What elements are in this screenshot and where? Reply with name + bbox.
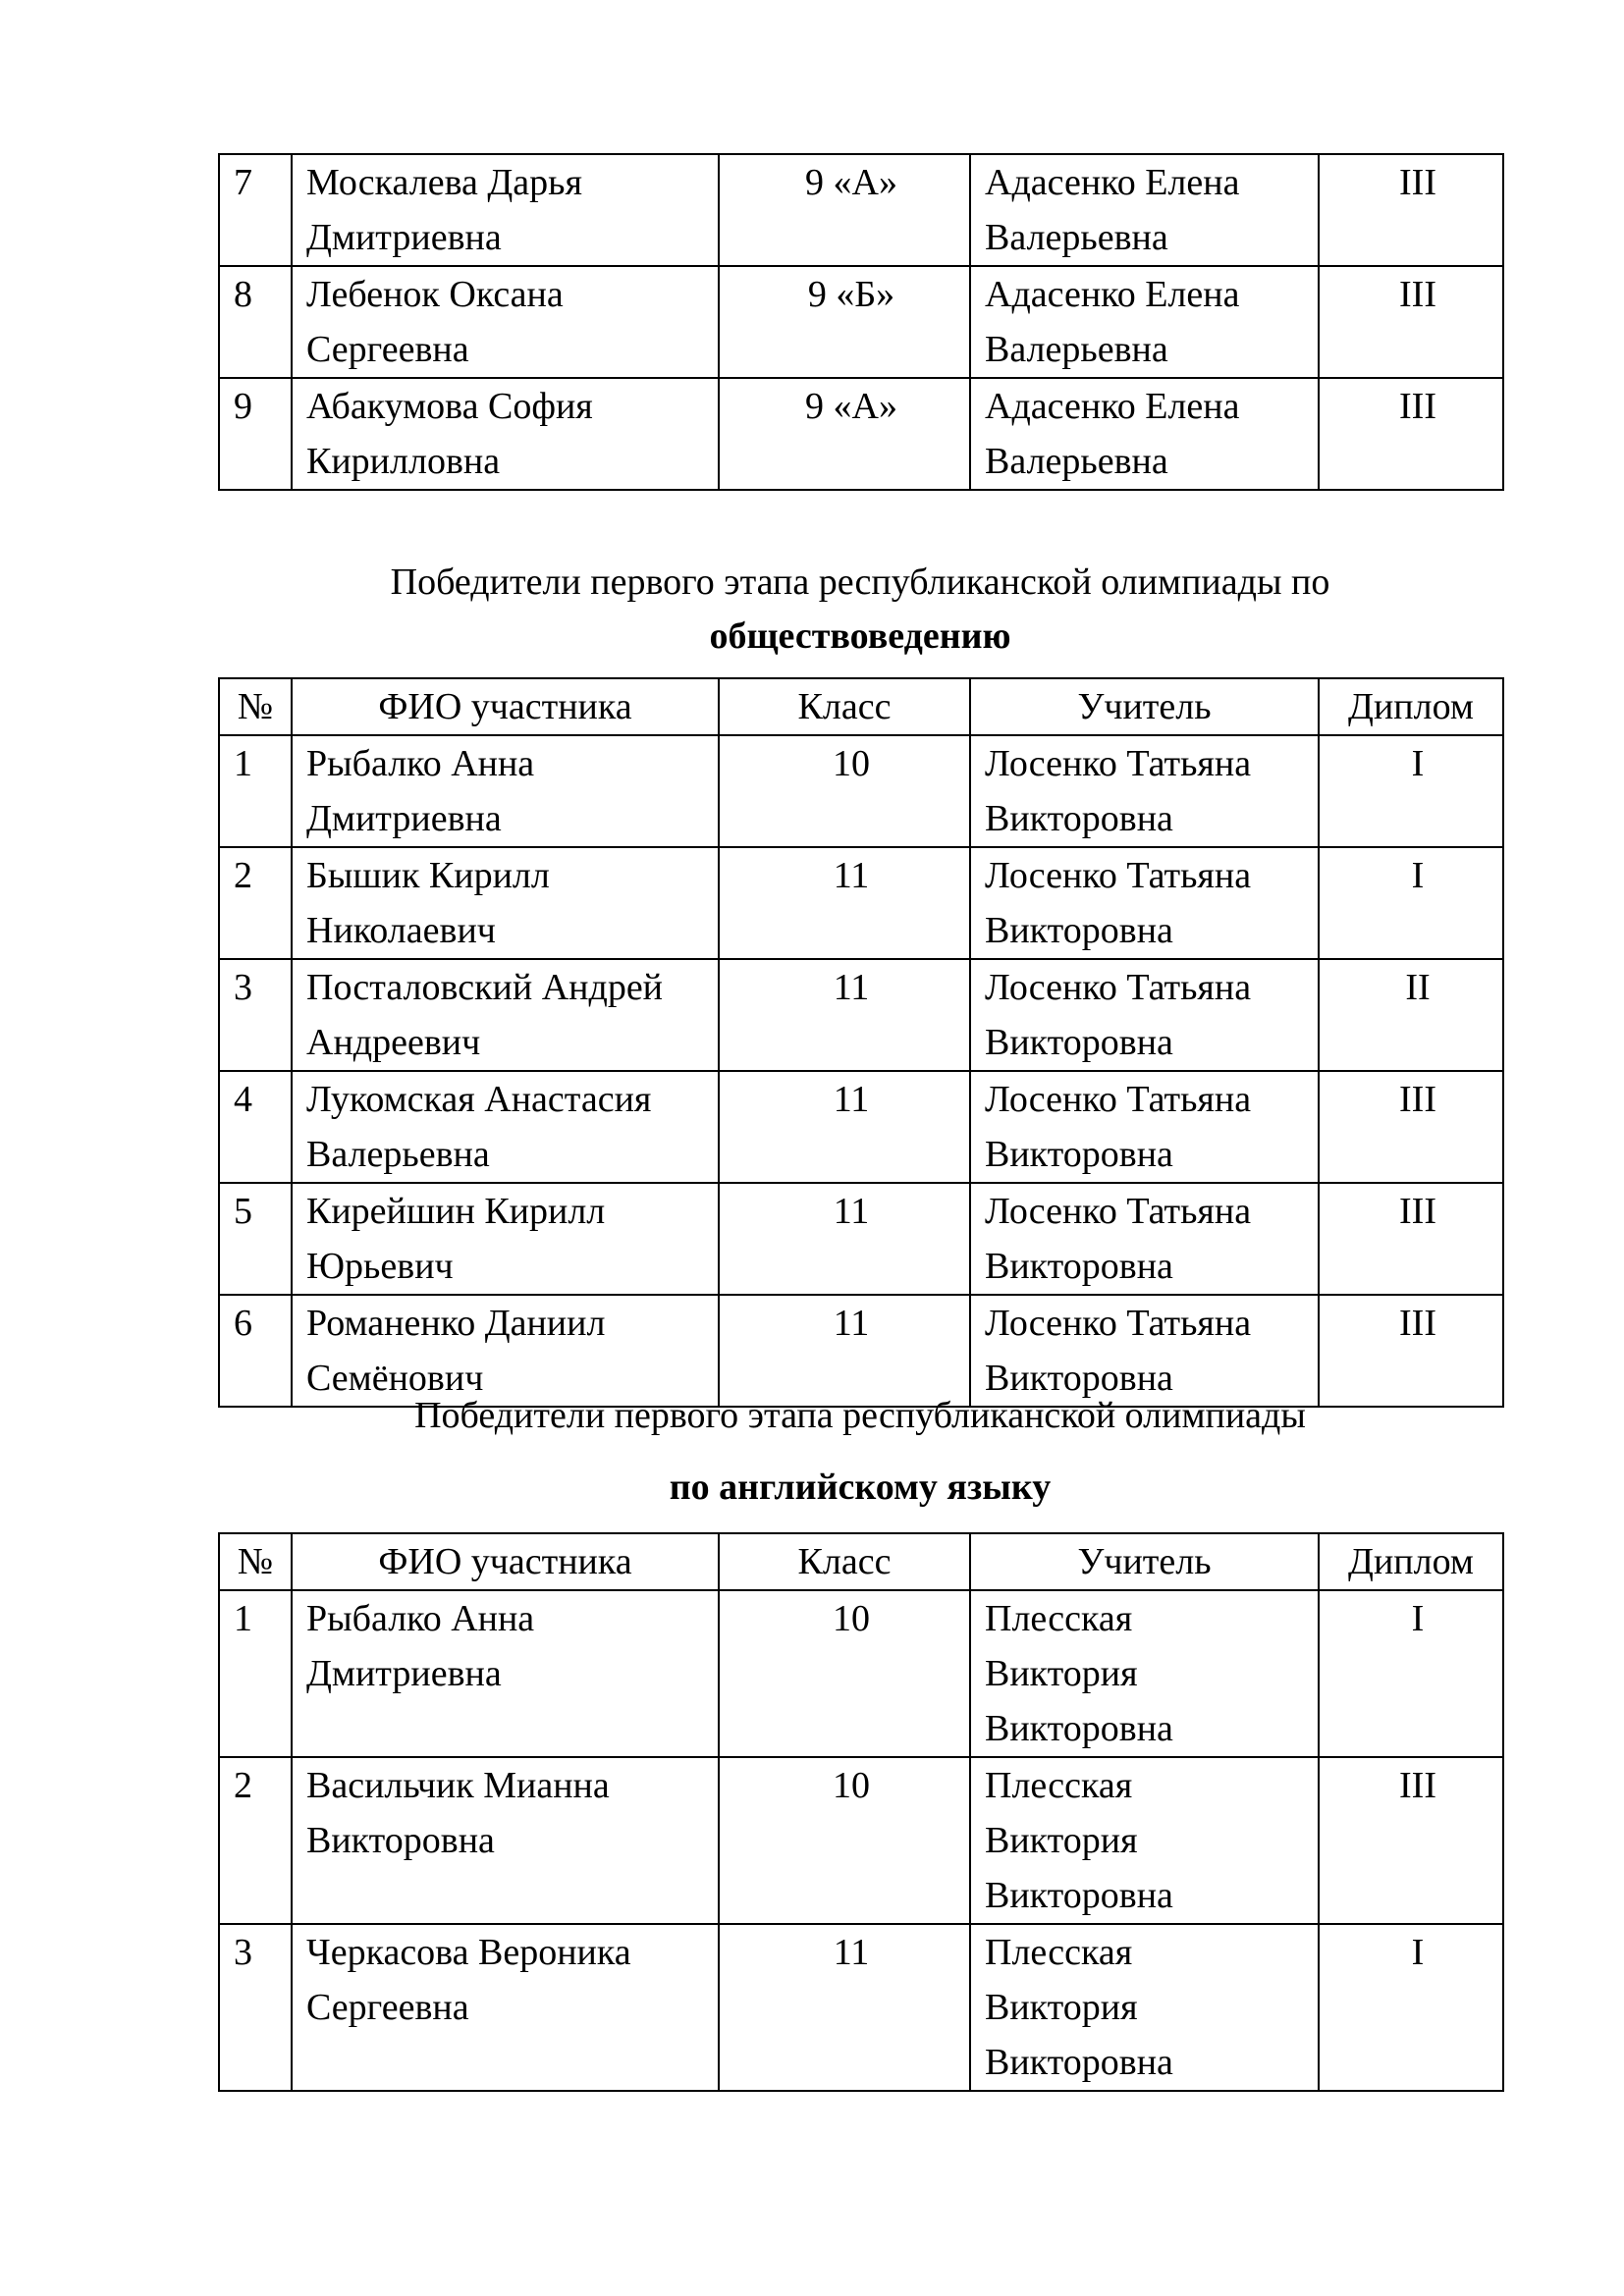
class-cell-line: 11 <box>833 1303 870 1344</box>
teacher-name-line: Лосенко Татьяна <box>985 1303 1252 1344</box>
teacher-name-line: Виктория <box>985 1987 1138 2028</box>
participant-name-line: Лебенок Оксана <box>306 274 564 315</box>
class-cell-line: 10 <box>833 1765 870 1806</box>
top-table <box>218 153 1504 491</box>
header-teacher: Учитель <box>970 678 1319 735</box>
class-cell <box>719 1183 970 1295</box>
participant-name-line: Черкасова Вероника <box>306 1932 631 1973</box>
teacher-name-line: Викторовна <box>985 798 1173 839</box>
table-row <box>219 154 1503 266</box>
header-name: ФИО участника <box>292 1533 719 1590</box>
teacher-name-line: Плесская <box>985 1932 1133 1973</box>
diploma-cell-line: I <box>1411 1598 1425 1639</box>
teacher-name-line: Валерьевна <box>985 441 1168 482</box>
teacher-name <box>970 1071 1319 1183</box>
diploma-cell <box>1319 847 1503 959</box>
diploma-cell-line: III <box>1399 386 1436 427</box>
teacher-name <box>970 1924 1319 2091</box>
header-num: № <box>219 678 292 735</box>
row-number <box>219 154 292 266</box>
row-number-line: 4 <box>234 1079 252 1120</box>
row-number <box>219 1071 292 1183</box>
class-cell-line: 9 «А» <box>805 386 897 427</box>
row-number-line: 3 <box>234 1932 252 1973</box>
class-cell-line: 11 <box>833 1932 870 1973</box>
row-number-line: 1 <box>234 743 252 784</box>
teacher-name-line: Викторовна <box>985 910 1173 951</box>
diploma-cell <box>1319 378 1503 490</box>
teacher-name-line: Валерьевна <box>985 329 1168 370</box>
teacher-name-line: Лосенко Татьяна <box>985 967 1252 1008</box>
participant-name-line: Викторовна <box>306 1820 495 1861</box>
teacher-name <box>970 378 1319 490</box>
table-row <box>219 1590 1503 1757</box>
class-cell <box>719 266 970 378</box>
row-number-line: 1 <box>234 1598 252 1639</box>
teacher-name-line: Адасенко Елена <box>985 162 1240 203</box>
participant-name-line: Дмитриевна <box>306 217 502 258</box>
teacher-name-line: Плесская <box>985 1765 1133 1806</box>
teacher-name <box>970 847 1319 959</box>
teacher-name <box>970 735 1319 847</box>
teacher-name <box>970 1183 1319 1295</box>
row-number-line: 5 <box>234 1191 252 1232</box>
teacher-name-line: Викторовна <box>985 2042 1173 2083</box>
participant-name-line: Валерьевна <box>306 1134 490 1175</box>
row-number-line: 6 <box>234 1303 252 1344</box>
teacher-name-line: Виктория <box>985 1653 1138 1694</box>
teacher-name-line: Викторовна <box>985 1022 1173 1063</box>
row-number-line: 2 <box>234 855 252 896</box>
teacher-name <box>970 154 1319 266</box>
teacher-name-line: Викторовна <box>985 1708 1173 1749</box>
participant-name-line: Кирилловна <box>306 441 501 482</box>
teacher-name <box>970 959 1319 1071</box>
participant-name-line: Лукомская Анастасия <box>306 1079 652 1120</box>
participant-name <box>292 1757 719 1924</box>
teacher-name-line: Лосенко Татьяна <box>985 743 1252 784</box>
diploma-cell <box>1319 154 1503 266</box>
teacher-name <box>970 1590 1319 1757</box>
diploma-cell-line: III <box>1399 1079 1436 1120</box>
table-row <box>219 378 1503 490</box>
participant-name <box>292 847 719 959</box>
participant-name <box>292 378 719 490</box>
table-row <box>219 735 1503 847</box>
participant-name <box>292 1071 719 1183</box>
class-cell-line: 10 <box>833 743 870 784</box>
social-table-body <box>219 735 1503 1407</box>
diploma-cell <box>1319 1071 1503 1183</box>
teacher-name-line: Лосенко Татьяна <box>985 1191 1252 1232</box>
row-number <box>219 735 292 847</box>
diploma-cell <box>1319 1924 1503 2091</box>
row-number-line: 2 <box>234 1765 252 1806</box>
participant-name <box>292 266 719 378</box>
participant-name-line: Андреевич <box>306 1022 481 1063</box>
class-cell <box>719 847 970 959</box>
table-row <box>219 1071 1503 1183</box>
participant-name-line: Бышик Кирилл <box>306 855 550 896</box>
table-row <box>219 1757 1503 1924</box>
diploma-cell <box>1319 959 1503 1071</box>
diploma-cell-line: III <box>1399 1191 1436 1232</box>
participant-name-line: Посталовский Андрей <box>306 967 664 1008</box>
teacher-name-line: Адасенко Елена <box>985 386 1240 427</box>
participant-name <box>292 735 719 847</box>
class-cell <box>719 1590 970 1757</box>
teacher-name-line: Викторовна <box>985 1134 1173 1175</box>
diploma-cell-line: II <box>1405 967 1431 1008</box>
header-diploma: Диплом <box>1319 1533 1503 1590</box>
teacher-name-line: Плесская <box>985 1598 1133 1639</box>
diploma-cell <box>1319 266 1503 378</box>
class-cell <box>719 378 970 490</box>
row-number <box>219 1757 292 1924</box>
row-number <box>219 1590 292 1757</box>
class-cell <box>719 1924 970 2091</box>
participant-name <box>292 959 719 1071</box>
row-number <box>219 1183 292 1295</box>
class-cell <box>719 959 970 1071</box>
teacher-name <box>970 1757 1319 1924</box>
teacher-name <box>970 266 1319 378</box>
diploma-cell-line: III <box>1399 162 1436 203</box>
diploma-cell-line: I <box>1411 743 1425 784</box>
row-number-line: 7 <box>234 162 252 203</box>
teacher-name-line: Викторовна <box>985 1875 1173 1916</box>
social-header-row <box>219 678 1503 735</box>
participant-name-line: Васильчик Мианна <box>306 1765 610 1806</box>
header-diploma: Диплом <box>1319 678 1503 735</box>
header-class: Класс <box>719 678 970 735</box>
table-row <box>219 847 1503 959</box>
participant-name-line: Романенко Даниил <box>306 1303 606 1344</box>
diploma-cell <box>1319 1590 1503 1757</box>
class-cell-line: 11 <box>833 967 870 1008</box>
row-number-line: 3 <box>234 967 252 1008</box>
teacher-name-line: Лосенко Татьяна <box>985 855 1252 896</box>
participant-name-line: Москалева Дарья <box>306 162 582 203</box>
english-table-body <box>219 1590 1503 2091</box>
english-heading-line1: Победители первого этапа республиканской олимпиады <box>414 1395 1306 1436</box>
teacher-name-line: Викторовна <box>985 1246 1173 1287</box>
participant-name <box>292 1590 719 1757</box>
header-teacher: Учитель <box>970 1533 1319 1590</box>
participant-name-line: Сергеевна <box>306 329 469 370</box>
teacher-name-line: Валерьевна <box>985 217 1168 258</box>
header-class: Класс <box>719 1533 970 1590</box>
table-row <box>219 266 1503 378</box>
row-number <box>219 266 292 378</box>
participant-name <box>292 154 719 266</box>
participant-name-line: Абакумова София <box>306 386 593 427</box>
diploma-cell <box>1319 1757 1503 1924</box>
diploma-cell <box>1319 1183 1503 1295</box>
row-number <box>219 1924 292 2091</box>
participant-name-line: Сергеевна <box>306 1987 469 2028</box>
diploma-cell <box>1319 735 1503 847</box>
class-cell <box>719 1757 970 1924</box>
social-heading-line1: Победители первого этапа республиканской олимпиады по <box>390 561 1330 603</box>
table-row <box>219 1924 1503 2091</box>
teacher-name-line: Лосенко Татьяна <box>985 1079 1252 1120</box>
participant-name-line: Николаевич <box>306 910 496 951</box>
diploma-cell-line: I <box>1411 1932 1425 1973</box>
row-number <box>219 378 292 490</box>
class-cell <box>719 154 970 266</box>
teacher-name-line: Викторовна <box>985 1358 1173 1399</box>
class-cell <box>719 1071 970 1183</box>
top-table-body <box>219 154 1503 490</box>
participant-name <box>292 1924 719 2091</box>
teacher-name-line: Адасенко Елена <box>985 274 1240 315</box>
participant-name-line: Кирейшин Кирилл <box>306 1191 606 1232</box>
social-heading-line2: обществоведению <box>709 615 1011 657</box>
participant-name-line: Семёнович <box>306 1358 484 1399</box>
row-number-line: 9 <box>234 386 252 427</box>
diploma-cell-line: III <box>1399 1303 1436 1344</box>
row-number <box>219 959 292 1071</box>
table-row <box>219 959 1503 1071</box>
social-table <box>218 677 1504 1408</box>
class-cell-line: 11 <box>833 1191 870 1232</box>
english-table <box>218 1532 1504 2092</box>
diploma-cell-line: III <box>1399 274 1436 315</box>
table-row <box>219 1183 1503 1295</box>
participant-name-line: Рыбалко Анна <box>306 743 535 784</box>
row-number <box>219 847 292 959</box>
participant-name-line: Рыбалко Анна <box>306 1598 535 1639</box>
class-cell-line: 9 «Б» <box>807 274 895 315</box>
class-cell-line: 11 <box>833 855 870 896</box>
class-cell-line: 11 <box>833 1079 870 1120</box>
english-header-row <box>219 1533 1503 1590</box>
class-cell-line: 9 «А» <box>805 162 897 203</box>
participant-name <box>292 1183 719 1295</box>
participant-name-line: Юрьевич <box>306 1246 454 1287</box>
diploma-cell-line: III <box>1399 1765 1436 1806</box>
header-name: ФИО участника <box>292 678 719 735</box>
teacher-name-line: Виктория <box>985 1820 1138 1861</box>
diploma-cell-line: I <box>1411 855 1425 896</box>
english-heading-line2: по английскому языку <box>669 1467 1052 1508</box>
row-number-line: 8 <box>234 274 252 315</box>
header-num: № <box>219 1533 292 1590</box>
class-cell-line: 10 <box>833 1598 870 1639</box>
class-cell <box>719 735 970 847</box>
participant-name-line: Дмитриевна <box>306 798 502 839</box>
participant-name-line: Дмитриевна <box>306 1653 502 1694</box>
